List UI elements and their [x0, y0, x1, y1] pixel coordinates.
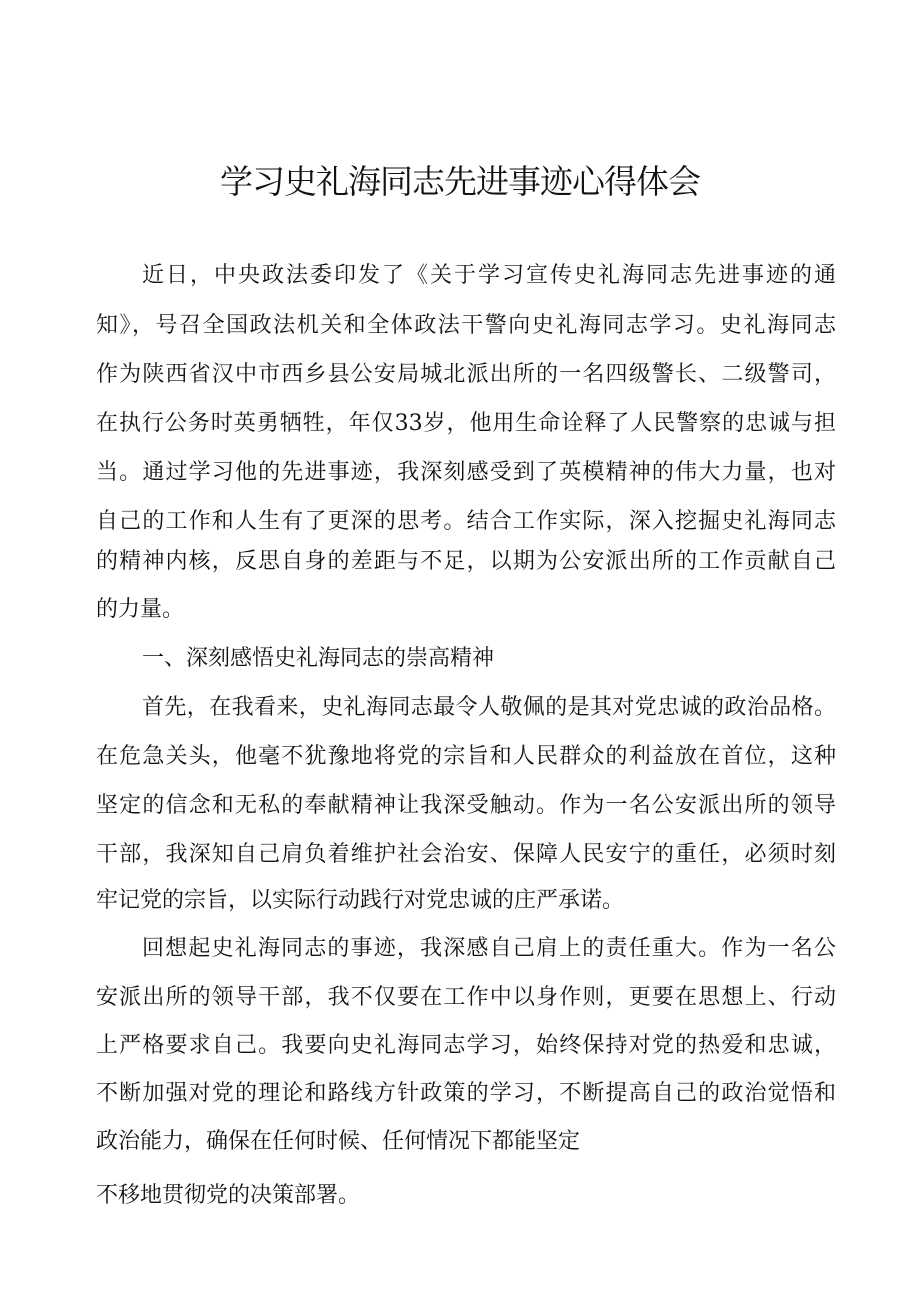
body-line: 近日，中央政法委印发了《关于学习宣传史礼海同志先进事迹的通: [142, 263, 836, 288]
body-line: 干部，我深知自己肩负着维护社会治安、保障人民安宁的重任，必须时刻: [96, 842, 836, 867]
document-title: 学习史礼海同志先进事迹心得体会: [220, 162, 700, 201]
body-line: 不断加强对党的理论和路线方针政策的学习，不断提高自己的政治觉悟和: [96, 1081, 836, 1106]
body-line: 的力量。: [96, 597, 185, 622]
body-line: 的精神内核，反思自身的差距与不足，以期为公安派出所的工作贡献自己: [96, 549, 836, 574]
body-line: 不移地贯彻党的决策部署。: [96, 1183, 361, 1208]
body-line: 牢记党的宗旨，以实际行动践行对党忠诚的庄严承诺。: [96, 888, 625, 913]
body-line: 首先，在我看来，史礼海同志最令人敬佩的是其对党忠诚的政治品格。: [142, 695, 836, 720]
body-line: 作为陕西省汉中市西乡县公安局城北派出所的一名四级警长、二级警司，: [96, 362, 836, 387]
body-line: 回想起史礼海同志的事迹，我深感自己肩上的责任重大。作为一名公: [142, 936, 836, 961]
body-line: 在危急关头，他毫不犹豫地将党的宗旨和人民群众的利益放在首位，这种: [96, 744, 836, 769]
body-line: 坚定的信念和无私的奉献精神让我深受触动。作为一名公安派出所的领导: [96, 793, 836, 818]
section-heading: 一、深刻感悟史礼海同志的崇高精神: [142, 646, 495, 671]
body-line: 政治能力，确保在任何时候、任何情况下都能坚定: [96, 1129, 581, 1154]
body-line: 自己的工作和人生有了更深的思考。结合工作实际，深入挖掘史礼海同志: [96, 509, 836, 534]
body-line: 上严格要求自己。我要向史礼海同志学习，始终保持对党的热爱和忠诚，: [96, 1033, 836, 1058]
body-line: 知》，号召全国政法机关和全体政法干警向史礼海同志学习。史礼海同志: [96, 313, 836, 338]
body-line: 当。通过学习他的先进事迹，我深刻感受到了英模精神的伟大力量，也对: [96, 460, 836, 485]
body-line: 安派出所的领导干部，我不仅要在工作中以身作则，更要在思想上、行动: [96, 985, 836, 1010]
body-line: 在执行公务时英勇牺牲，年仅33岁，他用生命诠释了人民警察的忠诚与担: [96, 411, 836, 436]
